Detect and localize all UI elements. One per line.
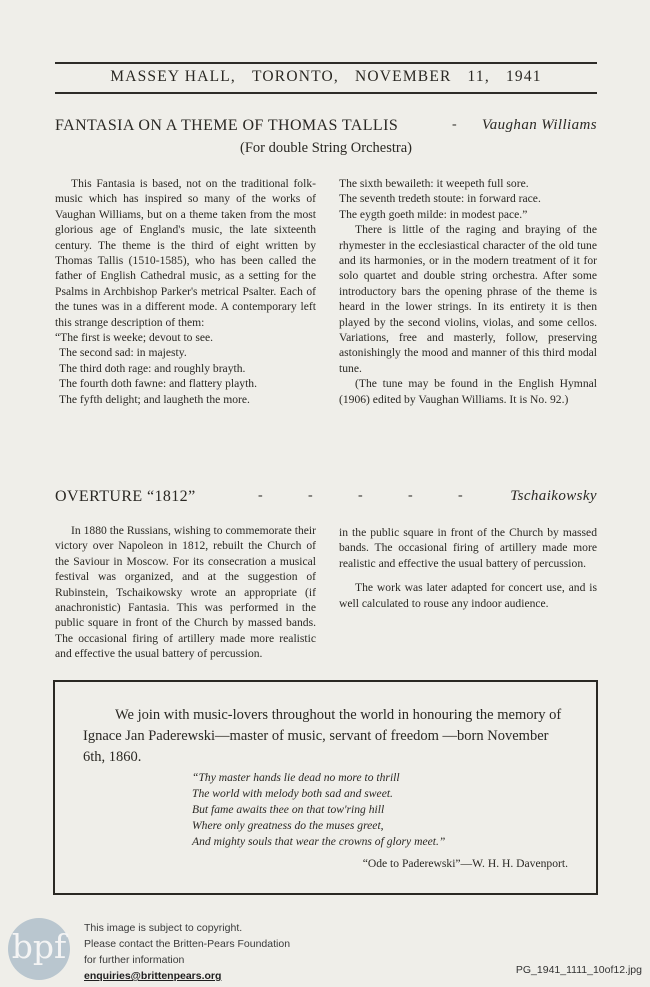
piece1-paragraph-1: This Fantasia is based, not on the traditional folk-music which has inspired so many of the works of Vaughan Williams, but on a theme taken from the most glorious age of England's music, the late sixteenth century. The theme is the third of eight written by Thomas Tallis (1510-1585), who has been called the father of English Cathedral music, as a setting for the Psalms in Archbishop Parker's metrical Psalter. Each of the tunes was in a different mode. A contemporary left this strange description of them: (55, 177, 316, 329)
poem-line: The world with melody both sad and sweet. (192, 787, 393, 800)
bpf-logo-icon: bpf (8, 918, 70, 980)
piece1-heading (55, 117, 597, 135)
page-header (55, 68, 597, 86)
header-top-rule (55, 62, 597, 64)
piece1-subtitle: (For double String Orchestra) (240, 140, 412, 156)
piece2-dash: - (308, 488, 314, 503)
poem-line: But fame awaits thee on that tow'ring hill (192, 803, 385, 816)
verse-line: “The first is weeke; devout to see. (55, 331, 214, 345)
verse-line: The third doth rage: and roughly brayth. (59, 361, 246, 375)
poem-line: Where only greatness do the muses greet, (192, 819, 384, 832)
piece1-verse-part1 (55, 330, 316, 407)
piece1-paragraph-2: There is little of the raging and braying of the rhymester in the ecclesiastical character of the old tune and its harmonies, or in the modern treatment of it for solo quartet and double string orchestra. After some introductory bars the opening phrase of the theme is heard in the lower strings. In its entirety it is then played by the second violins, violas, and some cellos. Variations, free and masterly, follow, preserving astonishingly the mood and manner of this third modal tune. (339, 223, 597, 375)
copyright-watermark (8, 918, 338, 982)
piece2-left-column (55, 523, 316, 661)
piece2-composer: Tschaikowsky (510, 488, 597, 504)
header-venue: MASSEY HALL, (110, 68, 236, 85)
piece2-dash: - (358, 488, 364, 503)
piece2-paragraph-2: The work was later adapted for concert use, and is well calculated to rouse any indoor audience. (339, 581, 597, 610)
copyright-notice (84, 920, 290, 984)
piece2-dash: - (258, 488, 264, 503)
poem-line: “Thy master hands lie dead no more to thrill (192, 771, 400, 784)
contact-email-link[interactable]: enquiries@brittenpears.org (84, 970, 222, 982)
piece1-verse-part2 (339, 176, 597, 222)
tribute-poem (192, 770, 445, 850)
piece2-paragraph-1: In 1880 the Russians, wishing to commemorate their victory over Napoleon in 1812, rebuilt the Church of the Saviour in Moscow. For its consecration a musical festival was organized, and at the suggestion of Rubinstein, Tschaikowsky wrote an appropriate (if anachronistic) Fantasia. This was performed in the public square in front of the Church by massed bands. The occasional firing of artillery made more realistic and effective the usual battery of percussion. (55, 524, 316, 661)
header-year: 1941 (505, 68, 542, 85)
poem-attribution: “Ode to Paderewski”—W. H. H. Davenport. (362, 857, 568, 870)
piece2-right-column (339, 525, 597, 611)
verse-line: The sixth bewaileth: it weepeth full sore. (339, 177, 529, 190)
header-month: NOVEMBER (354, 68, 452, 85)
piece2-paragraph-1-continued: in the public square in front of the Church by massed bands. The occasional firing of artillery made more realistic and effective the usual battery of percussion. (339, 526, 597, 570)
copyright-line: for further information (84, 954, 185, 966)
verse-line: The eygth goeth milde: in modest pace.” (339, 207, 528, 221)
piece1-title: FANTASIA ON A THEME OF THOMAS TALLIS (55, 117, 399, 134)
piece1-paragraph-3: (The tune may be found in the English Hymnal (1906) edited by Vaughan Williams. It is No. 92.) (339, 377, 597, 406)
piece1-right-column (339, 176, 597, 407)
verse-line: The fyfth delight; and laugheth the more. (59, 392, 250, 406)
piece1-dash: - (452, 117, 458, 132)
piece2-dash: - (458, 488, 464, 503)
copyright-line: This image is subject to copyright. (84, 922, 243, 934)
copyright-line: Please contact the Britten-Pears Foundation (84, 938, 291, 950)
piece1-left-column (55, 176, 316, 407)
header-day: 11, (467, 68, 490, 85)
header-city: TORONTO, (252, 68, 339, 85)
verse-line: The seventh tredeth stoute: in forward race. (339, 192, 541, 206)
piece2-heading (55, 488, 597, 506)
header-bottom-rule (55, 92, 597, 94)
verse-line: The second sad: in majesty. (59, 346, 187, 360)
paderewski-tribute-box (53, 680, 598, 895)
tribute-text: We join with music-lovers throughout the world in honouring the memory of Ignace Jan Paderewski—master of music, servant of freedom —born November 6th, 1860. (83, 707, 562, 765)
image-filename: PG_1941_1111_10of12.jpg (515, 964, 642, 976)
verse-line: The fourth doth fawne: and flattery playth. (59, 377, 257, 391)
poem-line: And mighty souls that wear the crowns of glory meet.” (192, 835, 446, 848)
piece2-dash: - (408, 488, 414, 503)
piece1-composer: Vaughan Williams (481, 117, 597, 133)
piece2-title: OVERTURE “1812” (55, 488, 196, 505)
